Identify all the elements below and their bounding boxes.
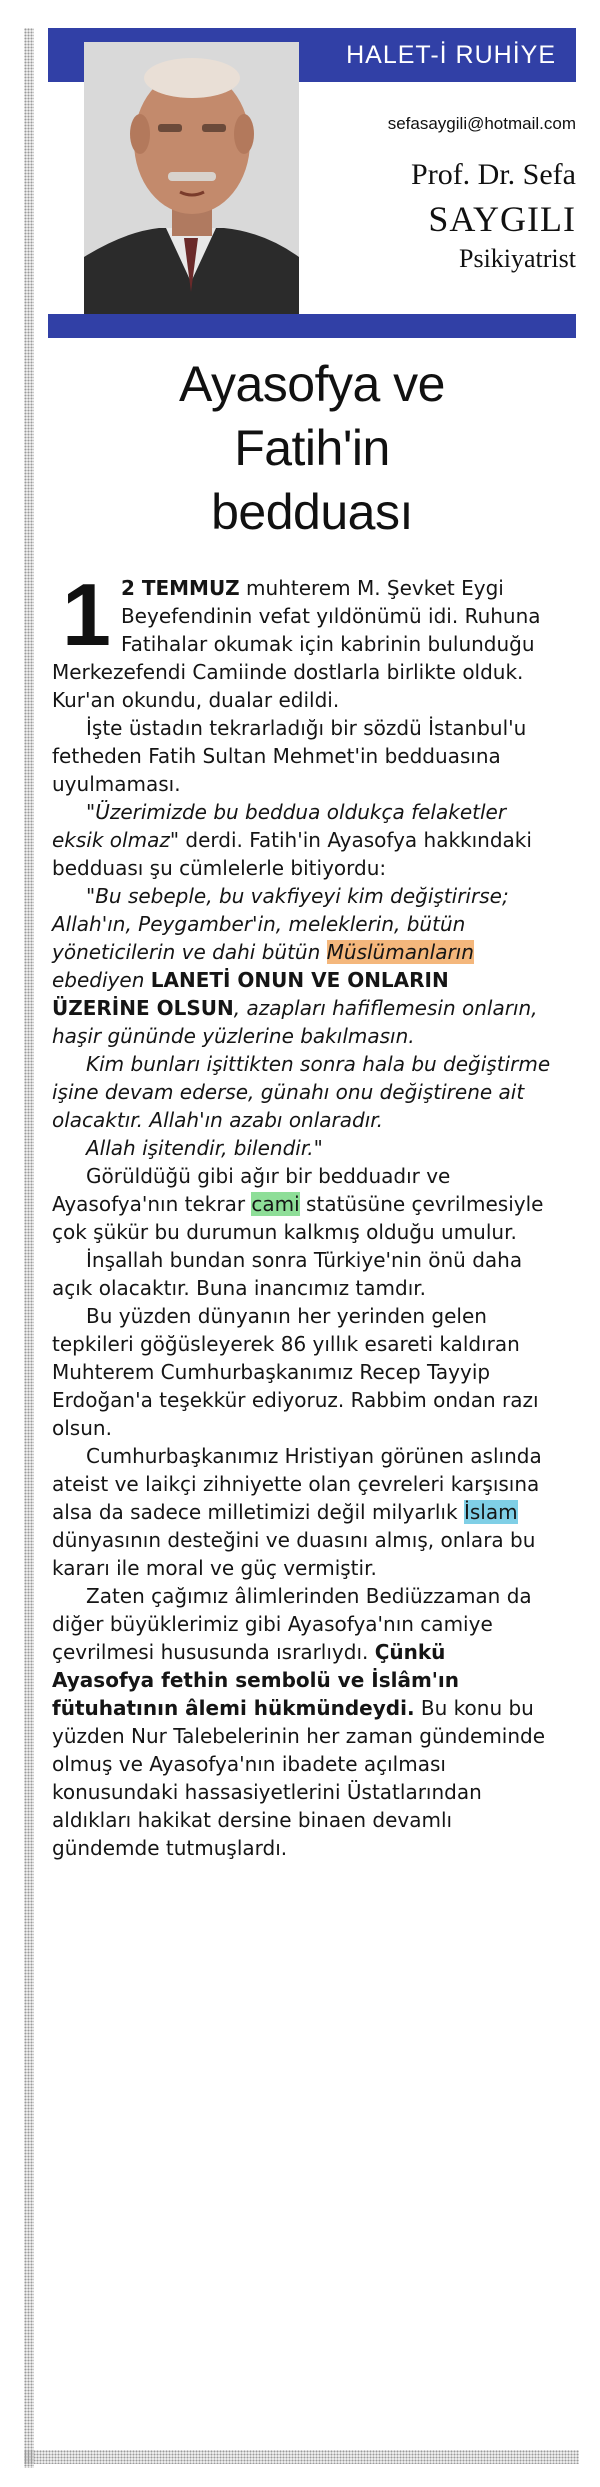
paragraph-10 [52,1442,552,1582]
drop-cap: 1 [62,565,111,664]
dotted-bottom-rule [24,2450,579,2464]
quote-italic: "Üzerimizde bu beddua oldukça felaketler eksik olmaz" [52,800,507,852]
headline [48,352,576,544]
paragraph-4 [52,882,552,1050]
author-photo [84,42,299,314]
paragraph-2: İşte üstadın tekrarladığı bir sözdü İstanbul'u fetheden Fatih Sultan Mehmet'in bedduasına uyulmaması. [52,716,527,796]
column-header [48,28,576,338]
paragraph-11 [52,1582,552,1862]
paragraph-9: Bu yüzden dünyanın her yerinden gelen tepkileri göğüsleyerek 86 yıllık esareti kaldıran Muhterem Cumhurbaşkanımız Recep Tayyip Erdoğan'a teşekkür ediyoruz. Rabbim ondan razı olsun. [52,1304,539,1440]
article-body [52,565,552,1862]
paragraph-8: İnşallah bundan sonra Türkiye'nin önü daha açık olacaktır. Buna inancımız tamdır. [52,1248,523,1300]
paragraph-5-italic: Kim bunları işittikten sonra hala bu değiştirme işine devam ederse, günahı onu değiştirene ait olacaktır. Allah'ın azabı onlaradır. [52,1052,551,1132]
header-bottom-bar [48,314,576,338]
highlight-islam: İslam [463,1500,518,1524]
section-banner: HALET-İ RUHİYE [48,28,576,82]
dotted-left-rule [24,28,34,2468]
vakfiye-quote-c: , azapları hafiflemesin onların, haşir gününde yüzlerine bakılmasın. [52,996,538,1048]
paragraph-1-text: muhterem M. Şevket Eygi Beyefendinin vefat yıldönümü idi. Ruhuna Fatihalar okumak için kabrinin bulunduğu Merkezefendi Camiinde dostlarla birlikte olduk. Kur'an okundu, dualar edildi. [52,576,541,712]
paragraph-11-bold: Çünkü Ayasofya fethin sembolü ve İslâm'ın fütuhatının âlemi hükmündeydi. [52,1640,460,1720]
highlight-cami: cami [251,1192,300,1216]
paragraph-6 [52,1134,552,1162]
author-email[interactable]: sefasaygili@hotmail.com [387,114,576,133]
highlight-muslumanlarin: Müslümanların [326,940,474,964]
paragraph-3 [52,798,552,882]
vakfiye-quote-b: ebediyen [52,968,151,992]
paragraph-5 [52,1050,552,1134]
paragraph-11-b: Bu konu bu yüzden Nur Talebelerinin her zaman gündeminde olmuş ve Ayasofya'nın ibadete açılması konusundaki hassasiyetlerini Üstatlarından aldıkları hakikat dersine binaen devamlı gündemde tutmuşlardı. [52,1696,546,1860]
paragraph-6-italic: Allah işitendir, bilendir." [86,1136,323,1160]
paragraph-11-a: Zaten çağımız âlimlerinden Bediüzzaman da diğer büyüklerimiz gibi Ayasofya'nın camiye çevrilmesi hususunda ısrarlıydı. [52,1584,532,1664]
author-role: Psikiyatrist [458,244,576,273]
paragraph-7-a: Görüldüğü gibi ağır bir bedduadır ve Ayasofya'nın tekrar [52,1164,451,1216]
headline-line-3: bedduası [211,484,413,540]
headline-line-2: Fatih'in [234,420,390,476]
paragraph-7-b: statüsüne çevrilmesiyle çok şükür bu durumun kalkmış olduğu umulur. [52,1192,544,1244]
date-lead: 2 TEMMUZ [120,576,240,600]
paragraph-7 [52,1162,552,1246]
paragraph-10-a: Cumhurbaşkanımız Hristiyan görünen aslında ateist ve laikçi zihniyette olan çevreleri karşısına alsa da sadece milletimizi değil milyarlık [52,1444,542,1524]
headline-line-1: Ayasofya ve [179,356,445,412]
vakfiye-quote-a: "Bu sebeple, bu vakfiyeyi kim değiştirirse; Allah'ın, Peygamber'in, meleklerin, bütün yöneticilerin ve dahi bütün [52,884,509,964]
vakfiye-curse-bold: LANETİ ONUN VE ONLARIN ÜZERİNE OLSUN [52,968,449,1020]
paragraph-10-b: dünyasının desteğini ve duasını almış, onlara bu kararı ile moral ve güç vermiştir. [52,1528,536,1580]
author-name: SAYGILI [428,199,576,239]
paragraph-1 [52,565,552,714]
paragraph-3-text: derdi. Fatih'in Ayasofya hakkındaki bedduası şu cümlelerle bitiyordu: [52,828,532,880]
author-title: Prof. Dr. Sefa [411,158,576,191]
